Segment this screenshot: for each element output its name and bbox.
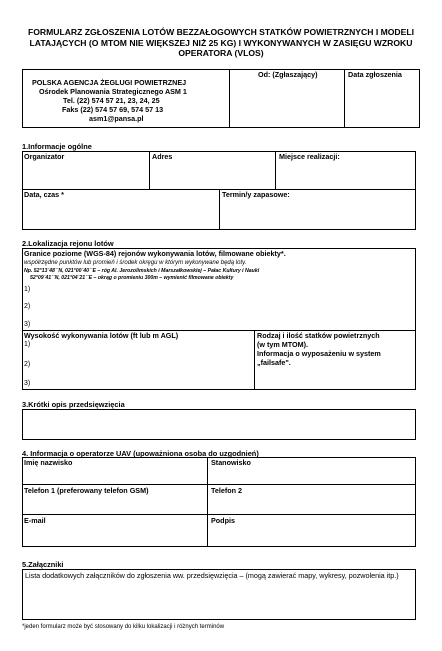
example-line-1: Np. 52°13´48´´N, 021°00´40´´E – róg Al. Jerozolimskich i Marszałkowskiej – Pałac Kultury i Nauki — [24, 268, 260, 274]
boundaries-hint: współrzędne punktów lub promień i środek okręgu w którym wykonywane będą loty. — [24, 260, 247, 266]
operator-name-label: Imię nazwisko — [24, 458, 73, 467]
altitude-item-3: 3) — [24, 380, 31, 387]
attachments-text: Lista dodatkowych załączników do zgłoszenia ww. przedsięwzięcia – (mogą zawierać mapy, wykresy, pozwolenia itp.) — [25, 571, 399, 580]
phone2-label: Telefon 2 — [211, 486, 243, 495]
place-label: Miejsce realizacji: — [279, 152, 340, 161]
backup-dates-label: Termin/y zapasowe: — [222, 190, 290, 199]
section2-title: 2.Lokalizacja rejonu lotów — [22, 239, 114, 248]
agency-fax: Faks (22) 574 57 69, 574 57 13 — [62, 105, 164, 114]
agency-phone: Tel. (22) 574 57 21, 23, 24, 25 — [63, 96, 160, 105]
aircraft-type-label-1: Rodzaj i ilość statków powietrznych — [257, 331, 380, 340]
datetime-label: Data, czas * — [24, 190, 64, 199]
email-label: E-mail — [24, 516, 46, 525]
footnote: *jeden formularz może być stosowany do kilku lokalizacji i różnych terminów — [22, 624, 225, 630]
section5-title: 5.Załączniki — [22, 560, 64, 569]
agency-unit: Ośrodek Planowania Strategicznego ASM 1 — [39, 87, 187, 96]
aircraft-type-label-4: „failsafe". — [257, 358, 291, 367]
phone1-label: Telefon 1 (preferowany telefon GSM) — [24, 486, 149, 495]
boundaries-label: Granice poziome (WGS-84) rejonów wykonywania lotów, filmowane obiekty*. — [24, 249, 286, 258]
altitude-label: Wysokość wykonywania lotów (ft lub m AGL) — [24, 331, 179, 340]
form-title: FORMULARZ ZGŁOSZENIA LOTÓW BEZZAŁOGOWYCH STATKÓW POWIETRZNYCH I MODELI LATAJĄCYCH (O MTOM NIE WIĘKSZEJ NIŻ 25 KG) I WYKONYWANYCH W ZASIĘGU WZROKU OPERATORA (VLOS) — [27, 27, 415, 58]
organizer-label: Organizator — [24, 152, 65, 161]
section3-box — [22, 409, 416, 440]
altitude-item-2: 2) — [24, 361, 31, 368]
aircraft-type-label-2: (w tym MTOM). — [257, 340, 308, 349]
section4-title: 4. Informacja o operatorze UAV (upoważniona osoba do uzgodnień) — [22, 449, 259, 458]
section3-title: 3.Krótki opis przedsięwzięcia — [22, 400, 125, 409]
from-label: Od: (Zgłaszający) — [258, 70, 318, 79]
address-label: Adres — [152, 152, 173, 161]
section1-title: 1.Informacje ogólne — [22, 142, 92, 151]
date-label: Data zgłoszenia — [348, 70, 402, 79]
section4-box — [22, 457, 416, 547]
location-item-2: 2) — [24, 303, 31, 310]
signature-label: Podpis — [211, 516, 235, 525]
operator-position-label: Stanowisko — [211, 458, 251, 467]
location-item-3: 3) — [24, 321, 31, 328]
aircraft-type-label-3: Informacja o wyposażeniu w system — [257, 349, 381, 358]
agency-name: POLSKA AGENCJA ŻEGLUGI POWIETRZNEJ — [32, 78, 187, 87]
altitude-item-1: 1) — [24, 341, 31, 348]
agency-email: asm1@pansa.pl — [89, 114, 144, 123]
location-item-1: 1) — [24, 286, 31, 293]
example-line-2: 52°09´41´´N, 021°04´21´´E – okrąg o promieniu 300m – wymienić filmowane obiekty — [30, 275, 234, 281]
